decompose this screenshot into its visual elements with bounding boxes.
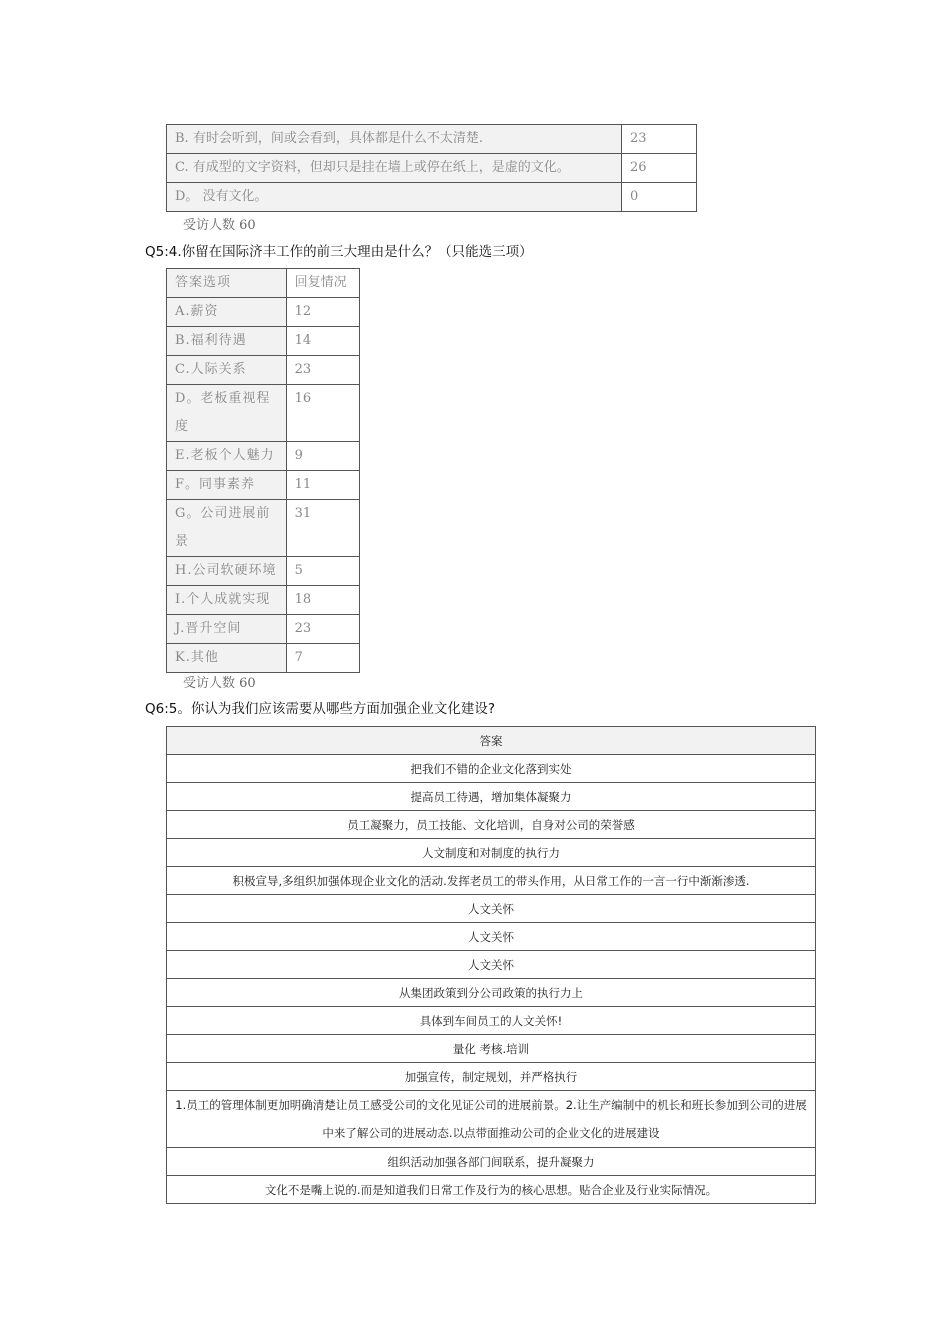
answer-cell: 人文关怀 — [167, 923, 816, 951]
table-row — [167, 154, 697, 183]
answer-cell: 提高员工待遇，增加集体凝聚力 — [167, 783, 816, 811]
count-cell: 26 — [622, 154, 697, 183]
table-row — [167, 385, 360, 442]
table-row — [167, 867, 816, 895]
count-cell: 11 — [286, 471, 359, 500]
table-row — [167, 298, 360, 327]
table-row — [167, 557, 360, 586]
table-row — [167, 1176, 816, 1204]
option-cell: E.老板个人魅力 — [167, 442, 287, 471]
count-cell: 7 — [286, 644, 359, 673]
count-cell: 18 — [286, 586, 359, 615]
option-cell: I.个人成就实现 — [167, 586, 287, 615]
header-option: 答案选项 — [167, 269, 287, 298]
count-cell: 14 — [286, 327, 359, 356]
q5-title: Q5:4.你留在国际济丰工作的前三大理由是什么？（只能选三项） — [145, 244, 533, 260]
table-row — [167, 1148, 816, 1176]
answer-cell: 人文制度和对制度的执行力 — [167, 839, 816, 867]
count-cell: 23 — [286, 615, 359, 644]
option-cell: C. 有成型的文字资料，但却只是挂在墙上或停在纸上，是虚的文化。 — [167, 154, 622, 183]
table-row — [167, 500, 360, 557]
table-row — [167, 1035, 816, 1063]
option-cell: K.其他 — [167, 644, 287, 673]
answer-cell: 员工凝聚力，员工技能、文化培训，自身对公司的荣誉感 — [167, 811, 816, 839]
answer-cell: 量化 考核.培训 — [167, 1035, 816, 1063]
answer-cell: 组织活动加强各部门间联系，提升凝聚力 — [167, 1148, 816, 1176]
table-row — [167, 783, 816, 811]
table-row — [167, 471, 360, 500]
option-cell: J.晋升空间 — [167, 615, 287, 644]
count-cell: 9 — [286, 442, 359, 471]
count-cell: 16 — [286, 385, 359, 442]
table-row — [167, 1007, 816, 1035]
count-cell: 23 — [286, 356, 359, 385]
table-row — [167, 1063, 816, 1091]
answer-cell: 文化不是嘴上说的.而是知道我们日常工作及行为的核心思想。贴合企业及行业实际情况。 — [167, 1176, 816, 1204]
option-cell: D。 没有文化。 — [167, 183, 622, 212]
table-row — [167, 586, 360, 615]
option-cell: B. 有时会听到，间或会看到，具体都是什么不太清楚. — [167, 125, 622, 154]
answer-cell: 1.员工的管理体制更加明确清楚让员工感受公司的文化见证公司的进展前景。2.让生产编制中的机长和班长参加到公司的进展中来了解公司的进展动态.以点带面推动公司的企业文化的进展建设 — [167, 1091, 816, 1148]
q4-respondents: 受访人数 60 — [183, 218, 256, 233]
option-cell: A.薪资 — [167, 298, 287, 327]
table-row — [167, 644, 360, 673]
count-cell: 31 — [286, 500, 359, 557]
count-cell: 23 — [622, 125, 697, 154]
option-cell: C.人际关系 — [167, 356, 287, 385]
table-row — [167, 951, 816, 979]
q5-options-table — [166, 268, 360, 673]
answer-cell: 人文关怀 — [167, 951, 816, 979]
table-row — [167, 125, 697, 154]
answer-cell: 人文关怀 — [167, 895, 816, 923]
option-cell: H.公司软硬环境 — [167, 557, 287, 586]
table-row — [167, 183, 697, 212]
table-row — [167, 327, 360, 356]
answer-cell: 从集团政策到分公司政策的执行力上 — [167, 979, 816, 1007]
table-row — [167, 839, 816, 867]
table-row — [167, 923, 816, 951]
table-row — [167, 1091, 816, 1148]
option-cell: G。公司进展前景 — [167, 500, 287, 557]
table-row — [167, 615, 360, 644]
count-cell: 5 — [286, 557, 359, 586]
table-row — [167, 895, 816, 923]
table-row — [167, 811, 816, 839]
count-cell: 0 — [622, 183, 697, 212]
table-header-row — [167, 269, 360, 298]
table-row — [167, 356, 360, 385]
answer-cell: 加强宣传，制定规划，并严格执行 — [167, 1063, 816, 1091]
answer-cell: 具体到车间员工的人文关怀! — [167, 1007, 816, 1035]
q4-options-table — [166, 124, 697, 212]
q6-answers-table — [166, 726, 816, 1204]
option-cell: D。老板重视程度 — [167, 385, 287, 442]
option-cell: F。同事素养 — [167, 471, 287, 500]
count-cell: 12 — [286, 298, 359, 327]
answer-cell: 把我们不错的企业文化落到实处 — [167, 755, 816, 783]
table-row — [167, 979, 816, 1007]
table-row — [167, 442, 360, 471]
table-row — [167, 755, 816, 783]
table-header-row — [167, 727, 816, 755]
answer-cell: 积极宣导,多组织加强体现企业文化的活动.发挥老员工的带头作用，从日常工作的一言一行中渐渐渗透. — [167, 867, 816, 895]
header-count: 回复情况 — [286, 269, 359, 298]
q6-title: Q6:5。你认为我们应该需要从哪些方面加强企业文化建设? — [145, 701, 496, 717]
q5-respondents: 受访人数 60 — [183, 676, 256, 691]
option-cell: B.福利待遇 — [167, 327, 287, 356]
header-answer: 答案 — [167, 727, 816, 755]
